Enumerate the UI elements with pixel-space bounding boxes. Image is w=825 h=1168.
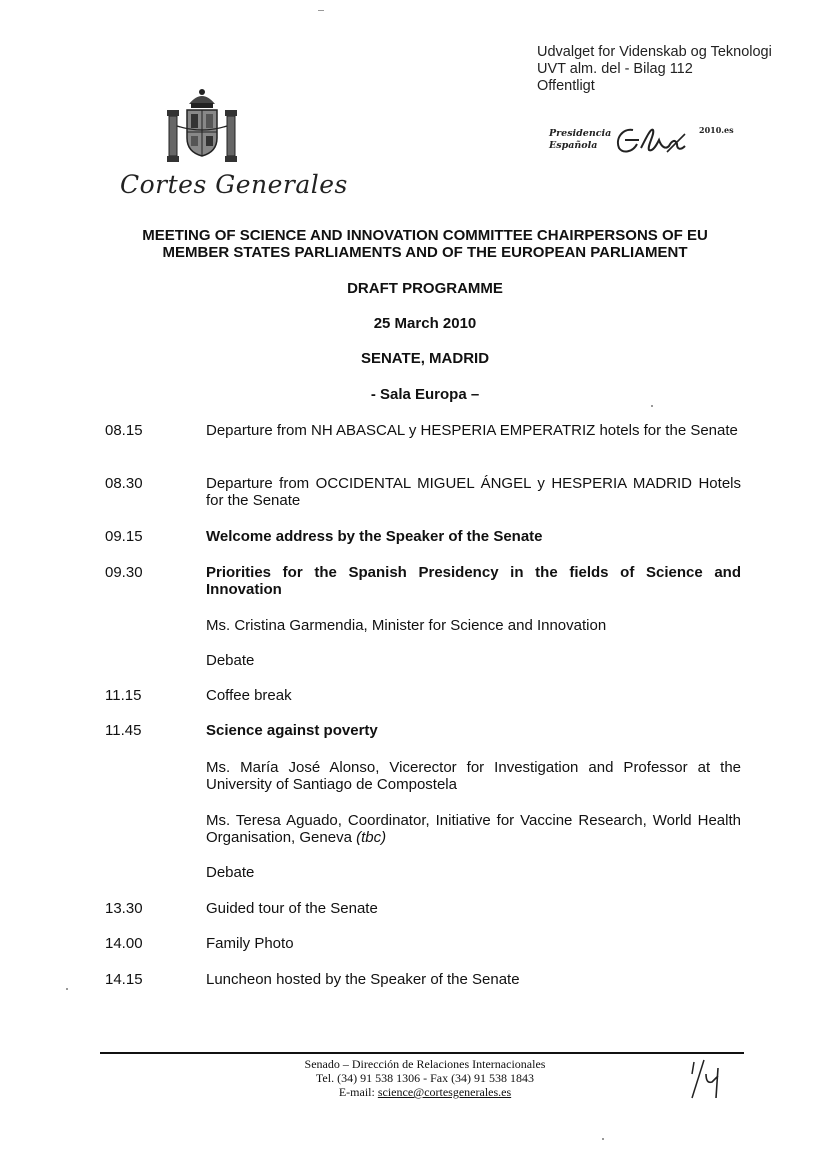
- footer-divider: [100, 1052, 744, 1054]
- footer-email-line: E-mail: science@cortesgenerales.es: [338, 1085, 512, 1099]
- footer-contact: [250, 1057, 600, 1099]
- programme-time: 11.15: [105, 687, 142, 704]
- footer-phone-fax: Tel. (34) 91 538 1306 - Fax (34) 91 538 1843: [315, 1071, 535, 1085]
- presidencia-logo-year: 2010.es: [699, 125, 734, 135]
- programme-item: Welcome address by the Speaker of the Senate: [206, 528, 543, 545]
- programme-item: Departure from NH ABASCAL y HESPERIA EMPERATRIZ hotels for the Senate: [206, 422, 738, 439]
- scan-speck: [602, 1138, 604, 1140]
- programme-item: Departure from OCCIDENTAL MIGUEL ÁNGEL y HESPERIA MADRID Hotels for the Senate: [206, 475, 741, 509]
- meeting-date: 25 March 2010: [373, 315, 477, 332]
- speaker-item: Ms. Cristina Garmendia, Minister for Science and Innovation: [206, 617, 607, 634]
- document-reference: UVT alm. del - Bilag 112: [537, 61, 693, 77]
- programme-time: 08.30: [105, 475, 143, 492]
- speaker-item: Ms. Teresa Aguado, Coordinator, Initiative for Vaccine Research, World Health Organisation, Geneva (tbc): [206, 812, 741, 846]
- committee-name: Udvalget for Videnskab og Teknologi: [537, 44, 772, 60]
- programme-time: 08.15: [105, 422, 143, 439]
- speaker-item: Ms. María José Alonso, Vicerector for Investigation and Professor at the University of Santiago de Compostela: [206, 759, 741, 793]
- debate-item: Debate: [206, 864, 255, 881]
- programme-item: Guided tour of the Senate: [206, 900, 378, 917]
- scan-speck: [66, 988, 68, 990]
- debate-item: Debate: [206, 652, 255, 669]
- eu-script-mark-icon: [611, 122, 701, 158]
- draft-programme-heading: DRAFT PROGRAMME: [347, 280, 503, 297]
- programme-item: Family Photo: [206, 935, 294, 952]
- to-be-confirmed-note: (tbc): [356, 829, 387, 846]
- presidencia-espanola-logo: [549, 125, 749, 164]
- programme-time: 13.30: [105, 900, 143, 917]
- meeting-room: - Sala Europa –: [370, 386, 480, 403]
- programme-item: Science against poverty: [206, 722, 378, 739]
- presidencia-logo-text: Presidencia Española: [549, 128, 612, 151]
- programme-time: 11.45: [105, 722, 142, 739]
- programme-item: Coffee break: [206, 687, 292, 704]
- handwritten-page-mark: [682, 1058, 732, 1104]
- programme-item: Priorities for the Spanish Presidency in the fields of Science and Innovation: [206, 564, 741, 598]
- programme-time: 09.15: [105, 528, 143, 545]
- programme-time: 09.30: [105, 564, 143, 581]
- programme-item: Luncheon hosted by the Speaker of the Senate: [206, 971, 520, 988]
- footer-department: Senado – Dirección de Relaciones Internacionales: [304, 1057, 546, 1071]
- public-status: Offentligt: [537, 78, 595, 94]
- document-classification-note: [537, 44, 817, 95]
- meeting-venue: SENATE, MADRID: [360, 350, 490, 367]
- coat-of-arms-icon: [165, 86, 239, 170]
- scan-speck: [318, 10, 324, 11]
- scan-speck: [651, 405, 653, 407]
- footer-email-link[interactable]: science@cortesgenerales.es: [377, 1085, 512, 1099]
- programme-time: 14.00: [105, 935, 143, 952]
- meeting-title: MEETING OF SCIENCE AND INNOVATION COMMITTEE CHAIRPERSONS OF EU MEMBER STATES PARLIAMENTS AND OF THE EUROPEAN PARLIAMENT: [142, 227, 708, 261]
- cortes-generales-logo: Cortes Generales: [120, 170, 348, 199]
- programme-time: 14.15: [105, 971, 143, 988]
